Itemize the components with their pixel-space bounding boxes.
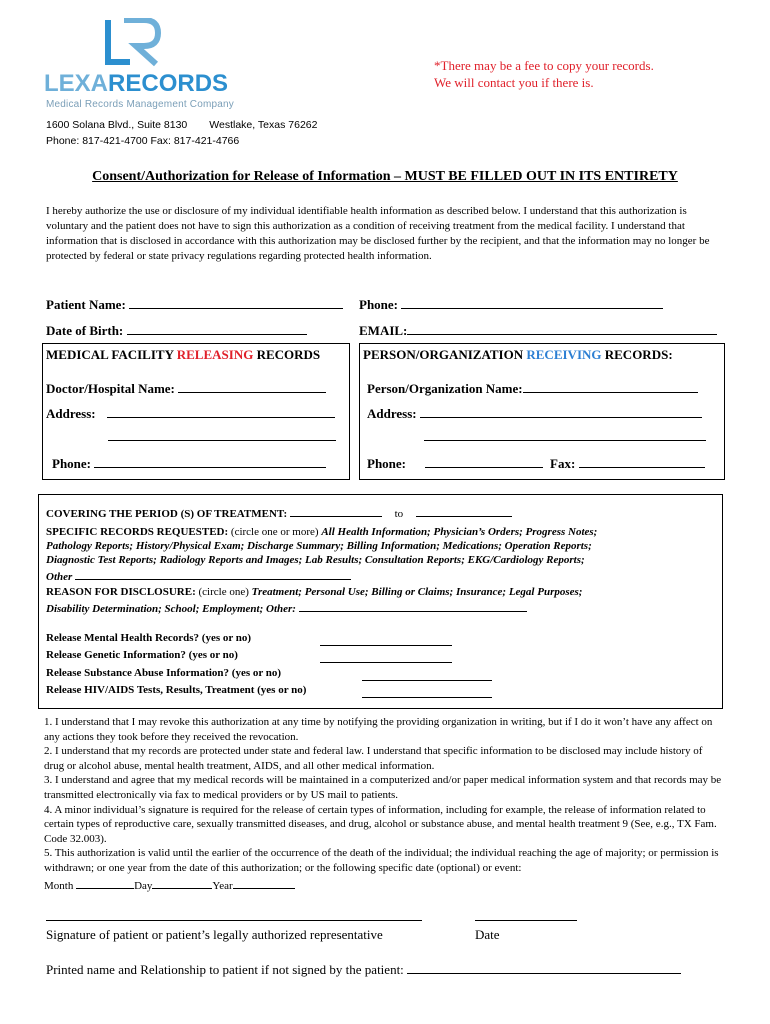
hiv-input[interactable]	[362, 686, 492, 698]
company-address: 1600 Solana Blvd., Suite 8130 Westlake, Texas 76262 Phone: 817-421-4700 Fax: 817-421-4766	[46, 119, 318, 147]
date-line[interactable]	[475, 920, 577, 921]
brand-tagline: Medical Records Management Company	[46, 99, 234, 110]
reason-disclosure-field[interactable]: REASON FOR DISCLOSURE: (circle one) Treatment; Personal Use; Billing or Claims; Insurance; Legal Purposes; Disability Determination; School; Employment; Other:	[46, 586, 583, 615]
receiving-phone-field[interactable]: Phone:	[367, 455, 543, 472]
terms-list	[44, 715, 724, 893]
term-5: 5. This authorization is valid until the earlier of the occurrence of the death of the individual; the individual reaching the age of majority; or permission is withdrawn; or one year from the date of this authorization; or the following specific date (optional) or event:	[44, 847, 719, 874]
receiving-header: PERSON/ORGANIZATION RECEIVING RECORDS:	[363, 347, 673, 362]
term-1: 1. I understand that I may revoke this authorization at any time by notifying the providing organization in writing, but if I do it won’t have any affect on any actions they took before they received the revocation.	[44, 716, 713, 743]
receiving-address-line2[interactable]	[424, 428, 706, 441]
releasing-address-field[interactable]: Address:	[46, 405, 335, 422]
genetic-input[interactable]	[320, 651, 452, 663]
term-3: 3. I understand and agree that my medical records will be maintained in a computerized and/or paper medical information system and that records may be transmitted electronically via fax to medical providers or by US mail to patients.	[44, 774, 722, 801]
intro-paragraph: I hereby authorize the use or disclosure of my individual identifiable health information as described below. I understand that this authorization is voluntary and the patient does not have to sign this authorization as a condition of receiving treatment from the medical facility. I understand that information that is disclosed in accordance with this authorization may be disclosed further by the recipient, and that the information may no longer be protected by federal or state privacy regulations regarding protected health information.	[46, 205, 710, 262]
form-title: Consent/Authorization for Release of Information – MUST BE FILLED OUT IN ITS ENTIRETY	[92, 169, 678, 184]
mental-health-label: Release Mental Health Records? (yes or no)	[46, 632, 252, 644]
date-label: Date	[475, 927, 500, 942]
printed-name-field[interactable]: Printed name and Relationship to patient if not signed by the patient:	[46, 961, 681, 978]
receiving-address-field[interactable]: Address:	[367, 405, 702, 422]
term-4: 4. A minor individual’s signature is required for the release of certain types of information, including for example, the release of information related to certain types of reproductive care, sexually transmitted diseases, and drug, alcohol or substance abuse, and mental health treatment 9 (See, e.g., TX Fam. Code 32.003).	[44, 803, 717, 845]
dob-field[interactable]: Date of Birth:	[46, 322, 307, 339]
term-2: 2. I understand that my records are protected under state and federal law. I understand that specific information to be disclosed may include history of drug or alcohol abuse, mental health treatment, AIDS, and all other medical information.	[44, 745, 703, 772]
phone-field[interactable]: Phone:	[359, 296, 663, 313]
hiv-label: Release HIV/AIDS Tests, Results, Treatment (yes or no)	[46, 684, 307, 696]
person-org-field[interactable]: Person/Organization Name:	[367, 380, 698, 397]
patient-name-field[interactable]: Patient Name:	[46, 296, 343, 313]
mental-health-input[interactable]	[320, 634, 452, 646]
signature-line[interactable]	[46, 920, 422, 921]
expiry-date-field[interactable]: Month Day Year	[44, 876, 724, 894]
email-field[interactable]: EMAIL:	[359, 322, 717, 339]
signature-label: Signature of patient or patient’s legally authorized representative	[46, 927, 383, 942]
doctor-hospital-field[interactable]: Doctor/Hospital Name:	[46, 380, 326, 397]
specific-records-field[interactable]: SPECIFIC RECORDS REQUESTED: (circle one or more) All Health Information; Physician’s Orders; Progress Notes; Pathology Reports; History/Physical Exam; Discharge Summary; Billing Information; Medications; Operation Reports; Diagnostic Test Reports; Radiology Reports and Images; Lab Results; Consultation Reports; EKG/Cardiology Reports; Other	[46, 526, 598, 583]
genetic-label: Release Genetic Information? (yes or no)	[46, 649, 238, 661]
substance-input[interactable]	[362, 669, 492, 681]
lr-logo-icon	[104, 18, 164, 68]
releasing-header: MEDICAL FACILITY RELEASING RECORDS	[46, 347, 321, 362]
substance-label: Release Substance Abuse Information? (yes or no)	[46, 667, 282, 679]
receiving-fax-field[interactable]: Fax:	[550, 455, 705, 472]
releasing-phone-field[interactable]: Phone:	[52, 455, 326, 472]
releasing-address-line2[interactable]	[108, 428, 336, 441]
covering-period-field[interactable]: COVERING THE PERIOD (S) OF TREATMENT: to	[46, 504, 512, 521]
fee-notice: *There may be a fee to copy your records. We will contact you if there is.	[434, 58, 654, 90]
brand-name: LEXARECORDS	[44, 70, 229, 97]
